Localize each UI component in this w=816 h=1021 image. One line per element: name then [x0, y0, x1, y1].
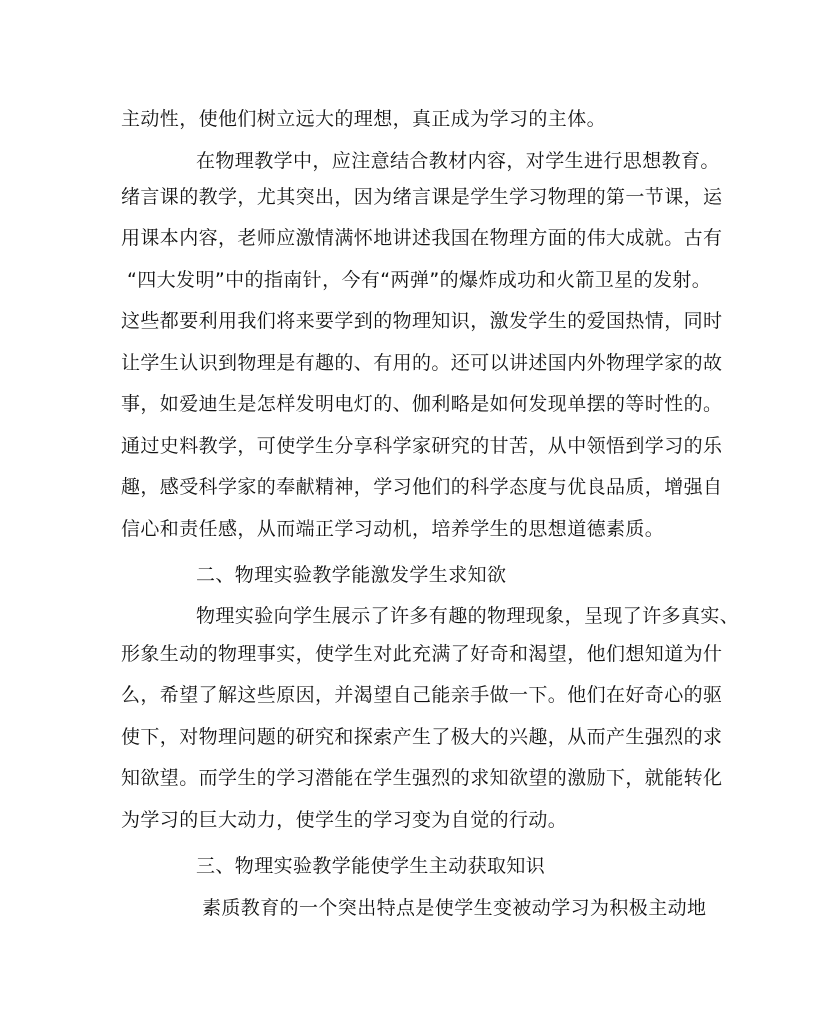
paragraph-line: 主动性，使他们树立远大的理想，真正成为学习的主体。	[121, 108, 607, 130]
paragraph-line: 这些都要利用我们将来要学到的物理知识，激发学生的爱国热情，同时	[121, 310, 723, 332]
paragraph-line: 物理实验向学生展示了许多有趣的物理现象，呈现了许多真实、	[196, 605, 740, 627]
paragraph-line: “四大发明”中的指南针，今有“两弹”的爆炸成功和火箭卫星的发射。	[127, 269, 712, 291]
paragraph-line: 事，如爱迪生是怎样发明电灯的、伽利略是如何发现单摆的等时性的。	[121, 393, 723, 415]
paragraph-line: 让学生认识到物理是有趣的、有用的。还可以讲述国内外物理学家的故	[121, 352, 723, 374]
paragraph-line: 在物理教学中，应注意结合教材内容，对学生进行思想教育。	[196, 150, 720, 172]
paragraph-line: 形象生动的物理事实，使学生对此充满了好奇和渴望，他们想知道为什	[121, 643, 723, 665]
section-heading: 二、物理实验教学能激发学生求知欲	[196, 564, 507, 586]
paragraph-line: 趣，感受科学家的奉献精神，学习他们的科学态度与优良品质，增强自	[121, 476, 723, 498]
paragraph-line: 为学习的巨大动力，使学生的学习变为自觉的行动。	[121, 809, 568, 831]
paragraph-line: 使下，对物理问题的研究和探索产生了极大的兴趣，从而产生强烈的求	[121, 726, 723, 748]
paragraph-line: 绪言课的教学，尤其突出，因为绪言课是学生学习物理的第一节课，运	[121, 186, 723, 208]
paragraph-line: 知欲望。而学生的学习潜能在学生强烈的求知欲望的激励下，就能转化	[121, 767, 723, 789]
paragraph-line: 素质教育的一个突出特点是使学生变被动学习为积极主动地	[202, 897, 707, 919]
paragraph-line: 么，希望了解这些原因，并渴望自己能亲手做一下。他们在好奇心的驱	[121, 684, 723, 706]
paragraph-line: 信心和责任感，从而端正学习动机，培养学生的思想道德素质。	[121, 518, 665, 540]
paragraph-line: 用课本内容，老师应激情满怀地讲述我国在物理方面的伟大成就。古有	[121, 227, 723, 249]
paragraph-line: 通过史料教学，可使学生分享科学家研究的甘苦，从中领悟到学习的乐	[121, 435, 723, 457]
section-heading: 三、物理实验教学能使学生主动获取知识	[196, 855, 546, 877]
